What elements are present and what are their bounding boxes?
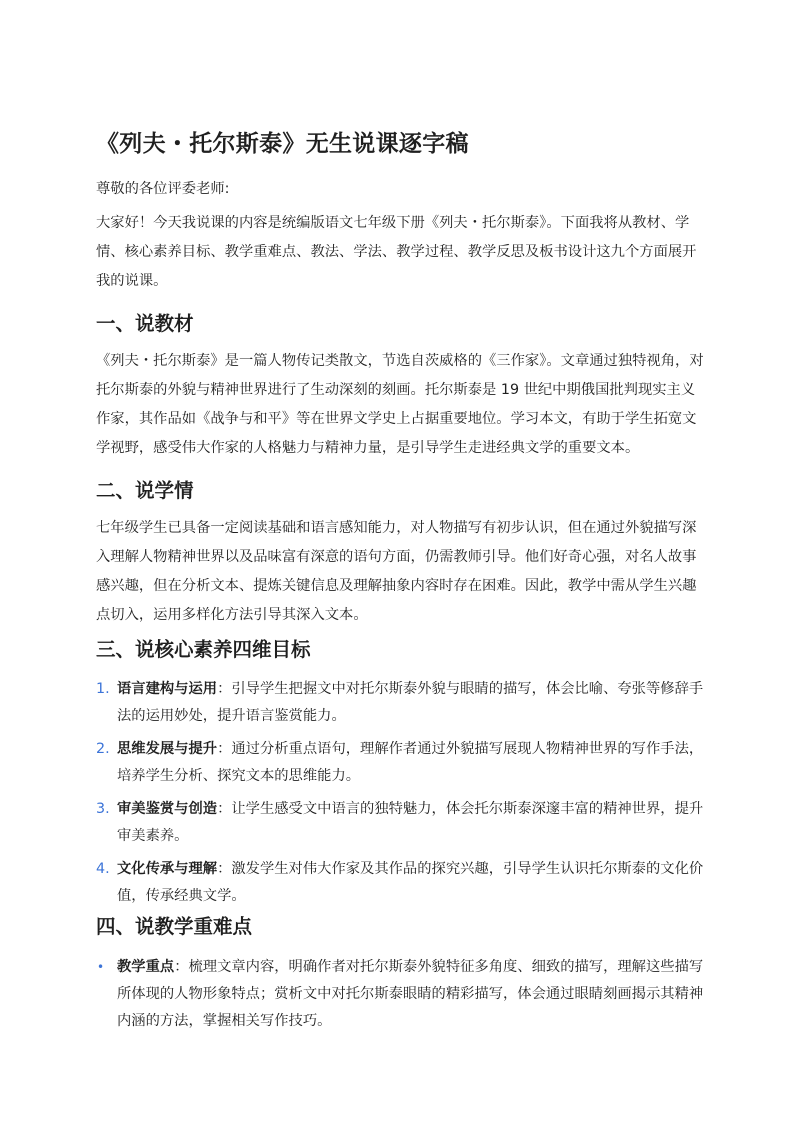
list-number: 1. (96, 681, 110, 697)
key-point-text: 梳理文章内容，明确作者对托尔斯泰外貌特征多角度、细致的描写，理解这些描写所体现的人物形象特点；赏析文中对托尔斯泰眼睛的精彩描写，体会通过眼睛刻画揭示其精神内涵的方法，掌握相关写作技巧。 (117, 959, 704, 1029)
goal-term: 审美鉴赏与创造 (117, 801, 218, 817)
goal-separator: ： (217, 801, 232, 817)
list-number: 4. (96, 861, 110, 877)
section-body-textbook: 《列夫・托尔斯泰》是一篇人物传记类散文，节选自茨威格的《三作家》。文章通过独特视角，对托尔斯泰的外貌与精神世界进行了生动深刻的刻画。托尔斯泰是 19 世纪中期俄国批判现实主义作家，其作品如《战争与和平》等在世界文学史上占据重要地位。学习本文，有助于学生拓宽文学视野，感受伟大作家的人格魅力与精神力量，是引导学生走进经典文学的重要文本。 (96, 353, 704, 456)
goal-separator: ： (217, 861, 232, 877)
goal-term: 文化传承与理解 (117, 861, 218, 877)
list-item (96, 676, 706, 730)
list-number: 2. (96, 741, 110, 757)
document-title: 《列夫・托尔斯泰》无生说课逐字稿 (96, 131, 469, 157)
section-body-students: 七年级学生已具备一定阅读基础和语言感知能力，对人物描写有初步认识，但在通过外貌描写深入理解人物精神世界以及品味富有深意的语句方面，仍需教师引导。他们好奇心强，对名人故事感兴趣，但在分析文本、提炼关键信息及理解抽象内容时存在困难。因此，教学中需从学生兴趣点切入，运用多样化方法引导其深入文本。 (96, 520, 697, 623)
key-point-separator: ： (174, 959, 189, 975)
list-item (96, 856, 706, 910)
goal-text: 通过分析重点语句，理解作者通过外貌描写展现人物精神世界的写作手法，培养学生分析、探究文本的思维能力。 (117, 741, 704, 784)
list-item (96, 736, 706, 790)
key-points-list (96, 954, 706, 1035)
key-point-term: 教学重点 (117, 959, 175, 975)
goal-text: 让学生感受文中语言的独特魅力，体会托尔斯泰深邃丰富的精神世界，提升审美素养。 (117, 801, 704, 844)
intro-paragraph: 大家好！今天我说课的内容是统编版语文七年级下册《列夫・托尔斯泰》。下面我将从教材、学情、核心素养目标、教学重难点、教法、学法、教学过程、教学反思及板书设计这九个方面展开我的说课。 (96, 215, 697, 289)
goal-term: 语言建构与运用 (117, 681, 218, 697)
goals-list (96, 676, 706, 916)
goal-text: 激发学生对伟大作家及其作品的探究兴趣，引导学生认识托尔斯泰的文化价值，传承经典文学。 (117, 861, 704, 904)
list-number: 3. (96, 801, 110, 817)
greeting: 尊敬的各位评委老师: (96, 181, 230, 197)
section-heading-textbook: 一、说教材 (96, 312, 194, 335)
bullet-icon: • (97, 960, 105, 974)
goal-separator: ： (217, 681, 232, 697)
section-heading-key-points: 四、说教学重难点 (96, 915, 253, 938)
list-item (96, 796, 706, 850)
goal-separator: ： (217, 741, 232, 757)
section-heading-students: 二、说学情 (96, 479, 194, 502)
goal-text: 引导学生把握文中对托尔斯泰外貌与眼睛的描写，体会比喻、夸张等修辞手法的运用妙处，提升语言鉴赏能力。 (117, 681, 704, 724)
goal-term: 思维发展与提升 (117, 741, 218, 757)
section-heading-goals: 三、说核心素养四维目标 (96, 638, 311, 661)
list-item (96, 954, 706, 1035)
